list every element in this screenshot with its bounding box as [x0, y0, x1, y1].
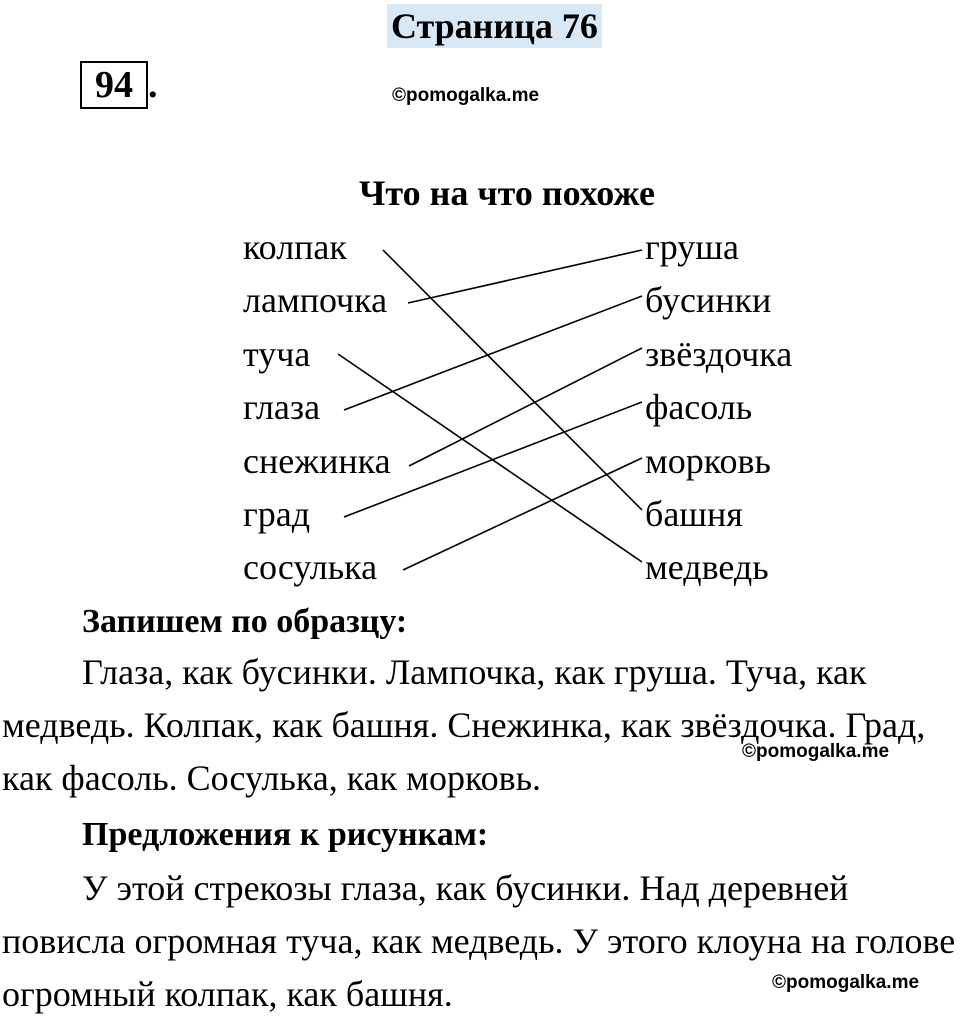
right-word: медведь	[645, 547, 769, 587]
right-word: фасоль	[645, 387, 753, 427]
left-word: град	[243, 494, 311, 534]
right-word: бусинки	[645, 280, 772, 320]
left-word: лампочка	[243, 280, 388, 320]
watermark: ©pomogalka.me	[742, 741, 890, 762]
watermark: ©pomogalka.me	[392, 85, 540, 106]
sample-text: Глаза, как бусинки. Лампочка, как груша. Туча, как медведь. Колпак, как башня. Снежинка, как звёздочка. Град, как фасоль. Сосулька, как морковь.	[2, 652, 926, 798]
left-word: глаза	[243, 387, 321, 427]
task-number-dot: .	[148, 64, 158, 106]
task-number: 94	[80, 61, 148, 109]
matching-title: Что на что похоже	[358, 173, 656, 213]
right-word: звёздочка	[645, 334, 793, 374]
connector-line	[344, 296, 642, 410]
sentences-heading: Предложения к рисункам:	[82, 816, 489, 853]
right-word: башня	[645, 494, 743, 534]
connector-line	[403, 458, 642, 570]
watermark: ©pomogalka.me	[772, 972, 920, 993]
sample-heading: Запишем по образцу:	[82, 603, 408, 640]
connector-line	[409, 348, 642, 466]
page-title: Страница 76	[387, 4, 602, 48]
connector-line	[408, 250, 642, 303]
left-word: туча	[243, 334, 311, 374]
left-word: колпак	[243, 227, 347, 267]
right-word: морковь	[645, 441, 771, 481]
connector-line	[344, 402, 642, 517]
left-word: сосулька	[243, 547, 378, 587]
left-word: снежинка	[243, 441, 391, 481]
right-word: груша	[645, 227, 739, 267]
sentences-text: У этой стрекозы глаза, как бусинки. Над деревней повисла огромная туча, как медведь. У этого клоуна на голове огромный колпак, как башня.	[2, 868, 956, 1014]
connector-line	[338, 354, 642, 562]
